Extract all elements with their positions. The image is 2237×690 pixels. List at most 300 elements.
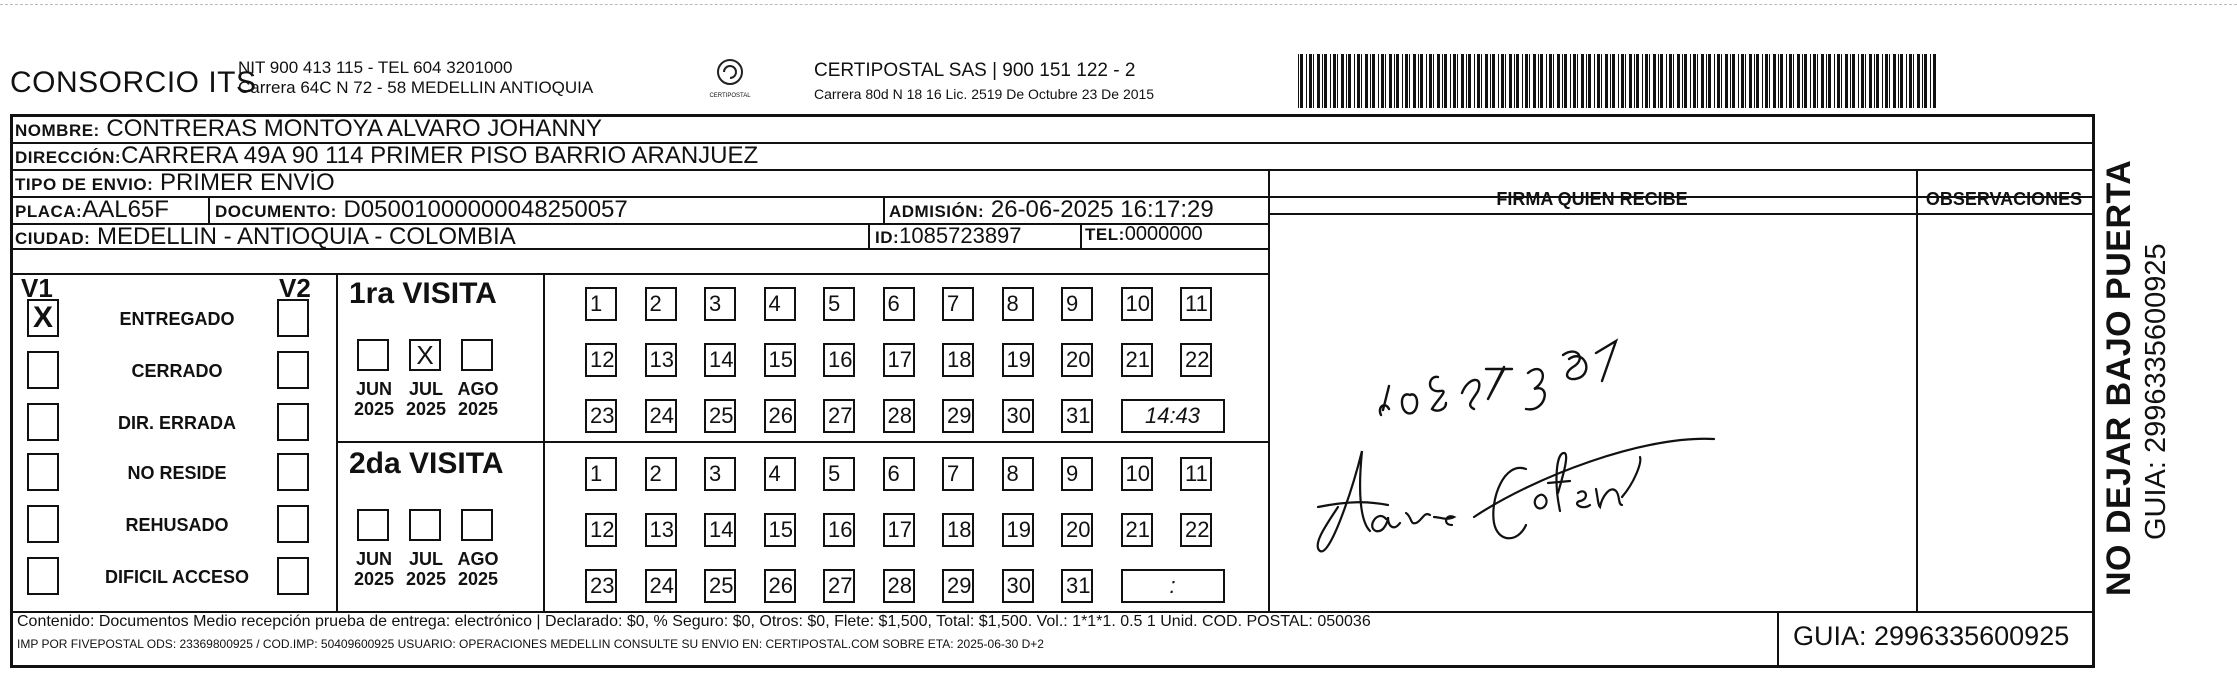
company-nit: NIT 900 413 115 - TEL 604 3201000	[238, 58, 513, 77]
documento-label: DOCUMENTO:	[215, 202, 337, 221]
id-label: ID:	[875, 228, 900, 247]
nombre-value: CONTRERAS MONTOYA ALVARO JOHANNY	[106, 115, 603, 142]
barcode-bar	[1361, 54, 1362, 108]
barcode-bar	[1333, 54, 1336, 108]
barcode-bar	[1721, 54, 1722, 108]
barcode-bar	[1402, 54, 1403, 108]
barcode-bar	[1893, 54, 1896, 108]
barcode-bar	[1714, 54, 1715, 108]
barcode-bar	[1594, 54, 1595, 108]
id-row	[875, 223, 1022, 249]
barcode-bar	[1433, 54, 1434, 108]
day-box[interactable]: 17	[883, 513, 915, 547]
barcode-bar	[1917, 54, 1920, 108]
day-box[interactable]: 19	[1002, 513, 1034, 547]
barcode-bar	[1673, 54, 1674, 108]
barcode-bar	[1354, 54, 1355, 108]
direccion-value: CARRERA 49A 90 114 PRIMER PISO BARRIO ARANJUEZ	[121, 142, 759, 169]
tipo-row	[15, 169, 335, 197]
row-divider	[13, 273, 1268, 275]
day-box[interactable]: 6	[883, 457, 915, 491]
barcode-bar	[1826, 54, 1827, 108]
barcode-bar	[1477, 54, 1480, 108]
barcode-bar	[1666, 54, 1667, 108]
barcode-bar	[1409, 54, 1410, 108]
day-box[interactable]: 20	[1061, 343, 1093, 377]
visit-row-divider	[336, 441, 1268, 443]
barcode-bar	[1684, 54, 1687, 108]
barcode-bar	[1882, 54, 1883, 108]
day-box[interactable]: 18	[942, 513, 974, 547]
id-value: 1085723897	[899, 223, 1022, 248]
check-mark: X	[32, 301, 53, 334]
barcode-bar	[1481, 54, 1482, 108]
status-label: ENTREGADO	[119, 309, 235, 329]
admision-row	[889, 196, 1214, 224]
barcode-bar	[1597, 54, 1600, 108]
barcode-bar	[1341, 54, 1344, 108]
day-box[interactable]: 28	[883, 569, 915, 603]
placa-value: AAL65F	[82, 196, 169, 223]
day-box[interactable]: 21	[1121, 343, 1153, 377]
barcode-bar	[1564, 54, 1567, 108]
barcode-bar	[1429, 54, 1432, 108]
barcode-bar	[1586, 54, 1587, 108]
barcode-bar	[1577, 54, 1578, 108]
day-box[interactable]: 12	[585, 343, 617, 377]
day-box[interactable]: 23	[585, 399, 617, 433]
v1-label: V1	[21, 273, 53, 303]
barcode-bar	[1730, 54, 1731, 108]
barcode-bar	[1306, 54, 1307, 108]
barcode-bar	[1309, 54, 1312, 108]
ciudad-label: CIUDAD:	[15, 229, 91, 248]
no-dejar-bajo-puerta: NO DEJAR BAJO PUERTA	[2100, 159, 2138, 596]
day-box[interactable]: 19	[1002, 343, 1034, 377]
placa-label: PLACA:	[15, 202, 83, 221]
barcode-bar	[1450, 54, 1451, 108]
cell-divider	[1080, 223, 1082, 248]
company-name: CONSORCIO ITS	[10, 66, 257, 99]
barcode-bar	[1789, 54, 1792, 108]
day-box[interactable]: 31	[1061, 399, 1093, 433]
day-box[interactable]: 5	[823, 287, 855, 321]
col-divider	[1916, 169, 1918, 611]
day-box[interactable]: 2	[645, 457, 677, 491]
barcode-bar	[1546, 54, 1547, 108]
day-box[interactable]: 11	[1180, 457, 1212, 491]
barcode-bar	[1738, 54, 1739, 108]
barcode-bar	[1708, 54, 1711, 108]
barcode-bar	[1468, 54, 1471, 108]
barcode-bar	[1837, 54, 1840, 108]
month-checkbox[interactable]	[357, 509, 389, 541]
day-box[interactable]: 26	[764, 569, 796, 603]
month-name: JUL	[408, 379, 443, 399]
direccion-row	[15, 142, 758, 170]
day-box[interactable]: 22	[1180, 343, 1212, 377]
barcode-bar	[1394, 54, 1395, 108]
admision-label: ADMISIÓN:	[889, 202, 985, 221]
barcode-bar	[1570, 54, 1571, 108]
v2-label: V2	[279, 273, 311, 303]
day-box[interactable]: 1	[585, 287, 617, 321]
month-checkbox[interactable]	[461, 509, 493, 541]
first-visit-title: 1ra VISITA	[349, 277, 497, 310]
barcode-bar	[1313, 54, 1314, 108]
barcode-bar	[1492, 54, 1495, 108]
ciudad-value: MEDELLIN - ANTIOQUIA - COLOMBIA	[96, 223, 516, 250]
second-visit-title: 2da VISITA	[349, 447, 504, 480]
month-checkbox[interactable]	[461, 339, 493, 371]
barcode	[1298, 54, 1938, 108]
day-box[interactable]: 29	[942, 399, 974, 433]
barcode-bar	[1889, 54, 1890, 108]
barcode-bar	[1732, 54, 1735, 108]
barcode-bar	[1298, 54, 1299, 108]
barcode-bar	[1346, 54, 1347, 108]
barcode-bar	[1505, 54, 1506, 108]
tipo-value: PRIMER ENVÍO	[159, 169, 335, 196]
day-box[interactable]: 27	[823, 399, 855, 433]
month-label	[349, 549, 399, 589]
barcode-bar	[1474, 54, 1475, 108]
barcode-bar	[1924, 54, 1927, 108]
day-box[interactable]: 7	[942, 457, 974, 491]
cell-divider	[868, 223, 870, 248]
barcode-bar	[1828, 54, 1831, 108]
barcode-bar	[1317, 54, 1320, 108]
barcode-bar	[1793, 54, 1794, 108]
status-label: DIR. ERRADA	[117, 413, 236, 433]
barcode-bar	[1625, 54, 1626, 108]
status-label: DIFICIL ACCESO	[104, 567, 249, 587]
barcode-bar	[1533, 54, 1536, 108]
barcode-bar	[1549, 54, 1552, 108]
v2-checkbox[interactable]	[277, 351, 309, 389]
barcode-bar	[1612, 54, 1615, 108]
barcode-bar	[1405, 54, 1408, 108]
barcode-bar	[1372, 54, 1375, 108]
barcode-bar	[1821, 54, 1824, 108]
barcode-bar	[1876, 54, 1879, 108]
month-name: JUN	[355, 549, 392, 569]
month-year: 2025	[405, 399, 447, 419]
barcode-bar	[1701, 54, 1704, 108]
v1-checkbox[interactable]	[27, 351, 59, 389]
barcode-bar	[1365, 54, 1368, 108]
v1-checkbox[interactable]	[27, 557, 59, 595]
barcode-bar	[1845, 54, 1848, 108]
v2-checkbox[interactable]	[277, 505, 309, 543]
day-box[interactable]: 25	[704, 399, 736, 433]
barcode-bar	[1413, 54, 1416, 108]
day-box[interactable]: 13	[645, 343, 677, 377]
month-year: 2025	[353, 569, 395, 589]
month-label	[401, 379, 451, 419]
barcode-bar	[1389, 54, 1392, 108]
month-label	[453, 549, 503, 589]
logo-text: CERTIPOSTAL	[709, 93, 751, 99]
month-checkbox[interactable]	[357, 339, 389, 371]
day-box[interactable]: 1	[585, 457, 617, 491]
month-name: JUN	[355, 379, 392, 399]
barcode-bar	[1802, 54, 1803, 108]
footer-divider-v	[1777, 611, 1779, 665]
barcode-bar	[1634, 54, 1635, 108]
day-box[interactable]: 15	[764, 513, 796, 547]
barcode-bar	[1525, 54, 1528, 108]
barcode-bar	[1324, 54, 1327, 108]
barcode-bar	[1442, 54, 1443, 108]
barcode-bar	[1357, 54, 1360, 108]
barcode-bar	[1765, 54, 1768, 108]
tipo-label: TIPO DE ENVIO:	[15, 175, 154, 194]
barcode-bar	[1636, 54, 1639, 108]
day-box[interactable]: 21	[1121, 513, 1153, 547]
day-box[interactable]: 12	[585, 513, 617, 547]
barcode-bar	[1514, 54, 1515, 108]
barcode-bar	[1906, 54, 1907, 108]
tel-value: 0000000	[1124, 223, 1203, 245]
barcode-bar	[1874, 54, 1875, 108]
barcode-bar	[1601, 54, 1602, 108]
day-box[interactable]: 16	[823, 513, 855, 547]
barcode-bar	[1852, 54, 1855, 108]
month-checkbox[interactable]	[409, 339, 441, 371]
barcode-bar	[1741, 54, 1744, 108]
direccion-label: DIRECCIÓN:	[15, 148, 122, 167]
day-box[interactable]: 17	[883, 343, 915, 377]
barcode-bar	[1621, 54, 1624, 108]
barcode-bar	[1898, 54, 1899, 108]
barcode-bar	[1669, 54, 1672, 108]
day-box[interactable]: 28	[883, 399, 915, 433]
day-box[interactable]: 16	[823, 343, 855, 377]
side-guia: GUIA: 2996335600925	[2140, 243, 2172, 540]
barcode-bar	[1645, 54, 1648, 108]
day-box[interactable]: 24	[645, 569, 677, 603]
barcode-bar	[1693, 54, 1696, 108]
time-box[interactable]: :	[1121, 569, 1225, 603]
barcode-bar	[1522, 54, 1523, 108]
status-label: NO RESIDE	[127, 463, 227, 483]
barcode-bar	[1618, 54, 1619, 108]
contenido-line: Contenido: Documentos Medio recepción prueba de entrega: electrónico | Declarado: $0, % Seguro: $0, Otros: $0, Flete: $1,500, Total: $1,500. Vol.: 1*1*1. 0.5 1 Unid. COD. POSTAL: 050036	[17, 613, 1371, 630]
day-box[interactable]: 22	[1180, 513, 1212, 547]
barcode-bar	[1453, 54, 1456, 108]
barcode-bar	[1562, 54, 1563, 108]
check-mark: X	[416, 340, 434, 370]
barcode-bar	[1337, 54, 1338, 108]
day-box[interactable]: 30	[1002, 399, 1034, 433]
barcode-bar	[1745, 54, 1746, 108]
barcode-bar	[1370, 54, 1371, 108]
day-box[interactable]: 15	[764, 343, 796, 377]
day-box[interactable]: 11	[1180, 287, 1212, 321]
barcode-bar	[1501, 54, 1504, 108]
barcode-bar	[1418, 54, 1419, 108]
v2-checkbox[interactable]	[277, 403, 309, 441]
status-label: CERRADO	[131, 361, 223, 381]
barcode-bar	[1573, 54, 1576, 108]
cell-divider	[883, 196, 885, 223]
barcode-bar	[1813, 54, 1816, 108]
barcode-bar	[1909, 54, 1912, 108]
month-label	[401, 549, 451, 589]
barcode-bar	[1444, 54, 1447, 108]
barcode-bar	[1322, 54, 1323, 108]
v2-checkbox[interactable]	[277, 453, 309, 491]
barcode-bar	[1381, 54, 1384, 108]
placa-row	[15, 196, 169, 224]
documento-value: D05001000000048250057	[343, 196, 628, 223]
barcode-bar	[1780, 54, 1783, 108]
tel-label: TEL:	[1085, 225, 1125, 244]
barcode-bar	[1457, 54, 1458, 108]
barcode-bar	[1466, 54, 1467, 108]
barcode-bar	[1330, 54, 1331, 108]
barcode-bar	[1653, 54, 1656, 108]
barcode-bar	[1649, 54, 1650, 108]
barcode-bar	[1769, 54, 1770, 108]
day-box[interactable]: 27	[823, 569, 855, 603]
month-name: AGO	[457, 549, 499, 569]
barcode-bar	[1778, 54, 1779, 108]
barcode-bar	[1697, 54, 1698, 108]
admision-value: 26-06-2025 16:17:29	[990, 196, 1214, 223]
day-box[interactable]: 7	[942, 287, 974, 321]
barcode-bar	[1930, 54, 1931, 108]
v1-checkbox[interactable]	[27, 299, 59, 337]
barcode-bar	[1786, 54, 1787, 108]
month-year: 2025	[457, 569, 499, 589]
day-box[interactable]: 31	[1061, 569, 1093, 603]
barcode-bar	[1717, 54, 1720, 108]
barcode-bar	[1850, 54, 1851, 108]
barcode-bar	[1529, 54, 1530, 108]
carrier-name: CERTIPOSTAL SAS | 900 151 122 - 2	[814, 60, 1136, 81]
barcode-bar	[1869, 54, 1872, 108]
day-box[interactable]: 20	[1061, 513, 1093, 547]
month-year: 2025	[405, 569, 447, 589]
barcode-bar	[1348, 54, 1351, 108]
barcode-bar	[1858, 54, 1859, 108]
day-box[interactable]: 26	[764, 399, 796, 433]
month-label	[453, 379, 503, 419]
barcode-bar	[1900, 54, 1903, 108]
day-box[interactable]: 10	[1121, 457, 1153, 491]
barcode-bar	[1756, 54, 1759, 108]
barcode-bar	[1682, 54, 1683, 108]
day-box[interactable]: 29	[942, 569, 974, 603]
barcode-bar	[1509, 54, 1512, 108]
barcode-bar	[1610, 54, 1611, 108]
barcode-bar	[1538, 54, 1539, 108]
barcode-bar	[1725, 54, 1728, 108]
day-box[interactable]: 5	[823, 457, 855, 491]
guia-box: GUIA: 2996335600925	[1793, 621, 2070, 651]
day-box[interactable]: 4	[764, 457, 796, 491]
day-box[interactable]: 9	[1061, 287, 1093, 321]
month-name: AGO	[457, 379, 499, 399]
barcode-bar	[1420, 54, 1423, 108]
barcode-bar	[1581, 54, 1584, 108]
imp-line: IMP POR FIVEPOSTAL ODS: 23369800925 / COD.IMP: 50409600925 USUARIO: OPERACIONES MEDELLIN CONSULTE SU ENVIO EN: CERTIPOSTAL.COM SOBRE ETA: 2025-06-30 D+2	[17, 637, 1044, 651]
barcode-bar	[1557, 54, 1560, 108]
barcode-bar	[1516, 54, 1519, 108]
barcode-bar	[1426, 54, 1427, 108]
v1-checkbox[interactable]	[27, 403, 59, 441]
day-box[interactable]: 24	[645, 399, 677, 433]
barcode-bar	[1485, 54, 1488, 108]
day-box[interactable]: 18	[942, 343, 974, 377]
barcode-bar	[1690, 54, 1691, 108]
barcode-bar	[1933, 54, 1936, 108]
barcode-bar	[1553, 54, 1554, 108]
company-address: Carrera 64C N 72 - 58 MEDELLIN ANTIOQUIA	[238, 78, 594, 97]
v1-checkbox[interactable]	[27, 505, 59, 543]
day-box[interactable]: 6	[883, 287, 915, 321]
day-box[interactable]: 25	[704, 569, 736, 603]
firma-label: FIRMA QUIEN RECIBE	[1496, 189, 1688, 209]
day-box[interactable]: 3	[704, 457, 736, 491]
barcode-bar	[1658, 54, 1659, 108]
month-checkbox[interactable]	[409, 509, 441, 541]
barcode-bar	[1754, 54, 1755, 108]
cell-divider	[208, 196, 210, 223]
delivery-form	[10, 114, 2095, 668]
day-box[interactable]: 8	[1002, 457, 1034, 491]
time-box[interactable]: 14:43	[1121, 399, 1225, 433]
barcode-bar	[1841, 54, 1842, 108]
month-year: 2025	[457, 399, 499, 419]
barcode-bar	[1817, 54, 1818, 108]
barcode-bar	[1677, 54, 1680, 108]
barcode-bar	[1378, 54, 1379, 108]
day-box[interactable]: 14	[704, 513, 736, 547]
barcode-bar	[1762, 54, 1763, 108]
barcode-bar	[1629, 54, 1632, 108]
v2-checkbox[interactable]	[277, 557, 309, 595]
day-box[interactable]: 2	[645, 287, 677, 321]
certipostal-logo	[705, 58, 755, 102]
barcode-bar	[1865, 54, 1866, 108]
day-box[interactable]: 9	[1061, 457, 1093, 491]
documento-row	[215, 196, 628, 224]
day-box[interactable]: 13	[645, 513, 677, 547]
barcode-bar	[1588, 54, 1591, 108]
barcode-bar	[1642, 54, 1643, 108]
barcode-bar	[1706, 54, 1707, 108]
v2-checkbox[interactable]	[277, 299, 309, 337]
v1-checkbox[interactable]	[27, 453, 59, 491]
day-box[interactable]: 4	[764, 287, 796, 321]
month-name: JUL	[408, 549, 443, 569]
day-box[interactable]: 8	[1002, 287, 1034, 321]
day-box[interactable]: 14	[704, 343, 736, 377]
day-box[interactable]: 30	[1002, 569, 1034, 603]
barcode-bar	[1885, 54, 1888, 108]
carrier-address: Carrera 80d N 18 16 Lic. 2519 De Octubre 23 De 2015	[814, 86, 1155, 102]
day-box[interactable]: 23	[585, 569, 617, 603]
ciudad-row	[15, 223, 516, 251]
month-label	[349, 379, 399, 419]
barcode-bar	[1396, 54, 1399, 108]
barcode-bar	[1660, 54, 1663, 108]
day-box[interactable]: 10	[1121, 287, 1153, 321]
day-box[interactable]: 3	[704, 287, 736, 321]
